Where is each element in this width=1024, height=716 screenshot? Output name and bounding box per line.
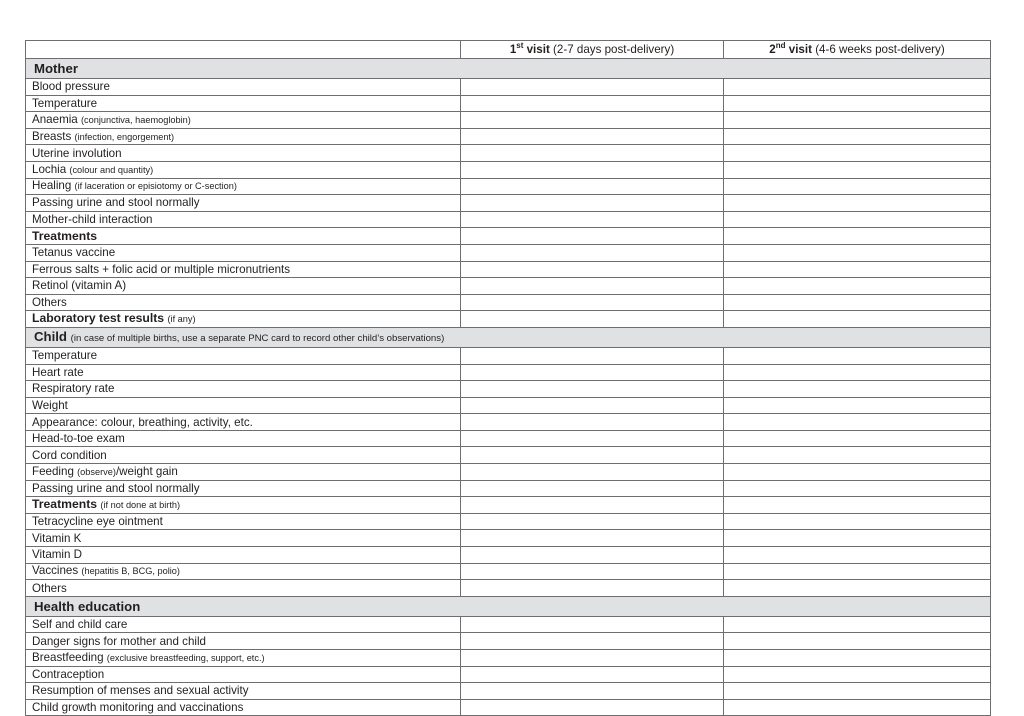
visit1-cell[interactable] <box>461 397 724 414</box>
table-row <box>26 79 991 96</box>
section-header-mother <box>26 59 991 79</box>
row-label <box>26 633 461 650</box>
visit1-cell[interactable] <box>461 381 724 398</box>
table-row <box>26 195 991 212</box>
visit2-cell-disabled <box>724 547 991 564</box>
visit2-cell[interactable] <box>724 397 991 414</box>
visit1-cell[interactable] <box>461 364 724 381</box>
visit2-cell[interactable] <box>724 480 991 497</box>
row-label-note: (exclusive breastfeeding, support, etc.) <box>106 652 265 663</box>
row-label <box>26 145 461 162</box>
row-label <box>26 364 461 381</box>
visit1-cell[interactable] <box>461 294 724 311</box>
row-label <box>26 161 461 178</box>
row-label <box>26 464 461 481</box>
visit2-cell[interactable] <box>724 278 991 295</box>
row-label-text: Vaccines <box>32 564 82 578</box>
row-label-text: Danger signs for mother and child <box>32 634 206 648</box>
visit2-cell-disabled <box>724 161 991 178</box>
row-label-text: Retinol (vitamin A) <box>32 279 127 293</box>
row-label-text: Resumption of menses and sexual activity <box>32 684 249 698</box>
table-row <box>26 364 991 381</box>
visit2-cell-disabled <box>724 513 991 530</box>
header-visit1 <box>461 41 724 59</box>
row-label-text: Tetracycline eye ointment <box>32 515 163 529</box>
visit2-cell-disabled <box>724 530 991 547</box>
row-label-text: Temperature <box>32 96 98 110</box>
table-row <box>26 397 991 414</box>
row-label-text: Healing <box>32 179 75 193</box>
table-row <box>26 580 991 597</box>
row-label-note: (infection, engorgement) <box>74 131 175 142</box>
section-title-health-education <box>26 596 991 616</box>
visit2-cell[interactable] <box>724 364 991 381</box>
pnc-record-sheet <box>25 40 990 716</box>
table-row <box>26 347 991 364</box>
row-label-text: Vitamin D <box>32 548 83 562</box>
row-label <box>26 616 461 633</box>
visit1-cell[interactable] <box>461 311 724 328</box>
visit1-cell[interactable] <box>461 228 724 245</box>
table-row <box>26 414 991 431</box>
visit1-cell[interactable] <box>461 547 724 564</box>
postnatal-care-table <box>25 40 991 716</box>
row-label <box>26 79 461 96</box>
table-row <box>26 666 991 683</box>
visit2-cell[interactable] <box>724 294 991 311</box>
section-title-text: Child <box>34 328 71 344</box>
visit2-cell[interactable] <box>724 414 991 431</box>
table-row <box>26 261 991 278</box>
row-label <box>26 261 461 278</box>
table-row <box>26 480 991 497</box>
visit2-cell-disabled <box>724 195 991 212</box>
visit2-cell[interactable] <box>724 79 991 96</box>
table-row <box>26 178 991 195</box>
visit1-cell[interactable] <box>461 414 724 431</box>
row-label-text: Treatments <box>32 497 101 512</box>
section-title-note: (in case of multiple births, use a separate PNC card to record other child’s observations) <box>70 332 445 344</box>
header-visit2 <box>724 41 991 59</box>
visit1-cell[interactable] <box>461 480 724 497</box>
table-row <box>26 278 991 295</box>
visit1-cell[interactable] <box>461 347 724 364</box>
row-label-note: (conjunctiva, haemoglobin) <box>80 114 191 125</box>
row-label-text: Feeding <box>32 464 78 478</box>
visit1-cell[interactable] <box>461 145 724 162</box>
row-label-text: Uterine involution <box>32 146 122 160</box>
visit1-cell[interactable] <box>461 464 724 481</box>
visit1-cell[interactable] <box>461 633 724 650</box>
row-label-text: Tetanus vaccine <box>32 246 116 260</box>
visit2-cell[interactable] <box>724 211 991 228</box>
visit1-cell[interactable] <box>461 244 724 261</box>
table-row <box>26 145 991 162</box>
visit2-cell-disabled <box>724 145 991 162</box>
row-label <box>26 381 461 398</box>
visit1-cell[interactable] <box>461 261 724 278</box>
visit2-cell[interactable] <box>724 633 991 650</box>
table-row <box>26 161 991 178</box>
row-label-note: (if laceration or episiotomy or C-section) <box>74 181 237 192</box>
row-label-text: Blood pressure <box>32 80 110 94</box>
visit2-cell[interactable] <box>724 447 991 464</box>
row-label-text: Breastfeeding <box>32 650 107 664</box>
row-label-note: (colour and quantity) <box>69 164 154 175</box>
row-label <box>26 447 461 464</box>
row-label <box>26 547 461 564</box>
row-label-text: Appearance: colour, breathing, activity, etc. <box>32 415 253 429</box>
row-label-text: Respiratory rate <box>32 382 115 396</box>
visit1-cell[interactable] <box>461 112 724 129</box>
visit1-cell[interactable] <box>461 178 724 195</box>
visit1-cell[interactable] <box>461 580 724 597</box>
visit2-cell[interactable] <box>724 497 991 514</box>
table-header-row <box>26 41 991 59</box>
visit1-cell[interactable] <box>461 616 724 633</box>
visit2-ordinal-suffix: nd <box>775 41 786 51</box>
visit2-cell[interactable] <box>724 95 991 112</box>
row-label <box>26 294 461 311</box>
row-label <box>26 430 461 447</box>
visit1-cell[interactable] <box>461 161 724 178</box>
visit1-cell[interactable] <box>461 195 724 212</box>
row-label <box>26 530 461 547</box>
table-row <box>26 430 991 447</box>
visit2-ordinal: 2nd visit <box>769 41 816 56</box>
visit1-ordinal: 1st visit <box>509 41 554 56</box>
table-row <box>26 244 991 261</box>
section-title-text: Health education <box>34 598 141 614</box>
visit1-cell[interactable] <box>461 430 724 447</box>
table-row <box>26 95 991 112</box>
row-label-note: (if any) <box>167 314 196 325</box>
row-label <box>26 497 461 514</box>
table-row <box>26 650 991 667</box>
row-label-text: Others <box>32 581 67 595</box>
visit1-cell[interactable] <box>461 513 724 530</box>
visit1-ordinal-suffix: st <box>516 41 524 51</box>
visit2-cell[interactable] <box>724 683 991 700</box>
visit2-cell[interactable] <box>724 244 991 261</box>
section-title-child <box>26 327 991 347</box>
row-label-text: Heart rate <box>32 365 84 379</box>
table-row <box>26 447 991 464</box>
row-label-text: Head-to-toe exam <box>32 432 125 446</box>
table-row <box>26 211 991 228</box>
row-label <box>26 580 461 597</box>
row-label-text: Lochia <box>32 162 70 176</box>
section-title-mother <box>26 59 991 79</box>
row-label <box>26 683 461 700</box>
table-row <box>26 497 991 514</box>
row-label <box>26 128 461 145</box>
row-label <box>26 244 461 261</box>
row-label-suffix: /weight gain <box>115 464 178 478</box>
table-row <box>26 547 991 564</box>
row-label-text: Vitamin K <box>32 531 82 545</box>
visit2-note: (4-6 weeks post-delivery) <box>815 43 945 56</box>
visit2-cell[interactable] <box>724 430 991 447</box>
section-header-child <box>26 327 991 347</box>
visit1-cell[interactable] <box>461 683 724 700</box>
table-row <box>26 464 991 481</box>
visit2-cell[interactable] <box>724 650 991 667</box>
row-label <box>26 480 461 497</box>
table-row <box>26 294 991 311</box>
section-title-text: Mother <box>34 61 78 76</box>
visit2-cell[interactable] <box>724 228 991 245</box>
row-label-text: Cord condition <box>32 448 107 462</box>
row-label <box>26 397 461 414</box>
table-row <box>26 112 991 129</box>
visit2-cell[interactable] <box>724 381 991 398</box>
visit2-cell[interactable] <box>724 666 991 683</box>
table-row <box>26 128 991 145</box>
row-label <box>26 563 461 580</box>
visit2-cell[interactable] <box>724 261 991 278</box>
row-label <box>26 95 461 112</box>
table-row <box>26 563 991 580</box>
visit2-cell[interactable] <box>724 311 991 328</box>
row-label-text: Laboratory test results <box>32 311 168 326</box>
visit2-cell[interactable] <box>724 580 991 597</box>
table-row <box>26 381 991 398</box>
row-label <box>26 414 461 431</box>
row-label <box>26 513 461 530</box>
table-row <box>26 513 991 530</box>
visit1-cell[interactable] <box>461 497 724 514</box>
visit1-cell[interactable] <box>461 530 724 547</box>
visit2-cell[interactable] <box>724 347 991 364</box>
row-label <box>26 211 461 228</box>
visit2-cell[interactable] <box>724 128 991 145</box>
row-label <box>26 650 461 667</box>
row-label-text: Contraception <box>32 667 105 681</box>
table-row <box>26 311 991 328</box>
row-label <box>26 178 461 195</box>
table-row <box>26 530 991 547</box>
row-label <box>26 195 461 212</box>
row-label-text: Passing urine and stool normally <box>32 196 200 210</box>
row-label-text: Treatments <box>32 228 98 243</box>
row-label-text: Anaemia <box>32 112 81 126</box>
row-label-text: Child growth monitoring and vaccinations <box>32 701 244 715</box>
visit2-cell[interactable] <box>724 563 991 580</box>
table-row <box>26 683 991 700</box>
visit1-cell[interactable] <box>461 666 724 683</box>
row-label-text: Mother-child interaction <box>32 213 153 227</box>
row-label-text: Ferrous salts + folic acid or multiple micronutrients <box>32 262 291 276</box>
row-label <box>26 666 461 683</box>
row-label-text: Temperature <box>32 349 98 363</box>
visit2-cell[interactable] <box>724 112 991 129</box>
visit1-note: (2-7 days post-delivery) <box>553 43 675 56</box>
visit1-cell[interactable] <box>461 278 724 295</box>
row-label <box>26 311 461 328</box>
visit1-cell[interactable] <box>461 128 724 145</box>
visit1-cell[interactable] <box>461 650 724 667</box>
row-label-note: (hepatitis B, BCG, polio) <box>81 566 180 577</box>
row-label-text: Others <box>32 296 67 310</box>
visit1-cell[interactable] <box>461 563 724 580</box>
row-label <box>26 347 461 364</box>
visit1-cell[interactable] <box>461 211 724 228</box>
visit2-cell[interactable] <box>724 616 991 633</box>
row-label <box>26 112 461 129</box>
header-label-blank-cell <box>26 41 461 59</box>
visit2-cell[interactable] <box>724 464 991 481</box>
row-label-text: Breasts <box>32 129 75 143</box>
table-row <box>26 228 991 245</box>
visit1-cell[interactable] <box>461 95 724 112</box>
table-row <box>26 633 991 650</box>
visit1-cell[interactable] <box>461 447 724 464</box>
row-label-text: Self and child care <box>32 618 128 632</box>
row-label-note: (observe) <box>77 466 116 477</box>
row-label-text: Weight <box>32 398 68 412</box>
row-label-note: (if not done at birth) <box>100 500 181 511</box>
section-header-health-education <box>26 596 991 616</box>
visit1-cell[interactable] <box>461 79 724 96</box>
row-label <box>26 278 461 295</box>
row-label <box>26 228 461 245</box>
row-label-text: Passing urine and stool normally <box>32 481 200 495</box>
visit2-cell-disabled <box>724 178 991 195</box>
table-row <box>26 616 991 633</box>
